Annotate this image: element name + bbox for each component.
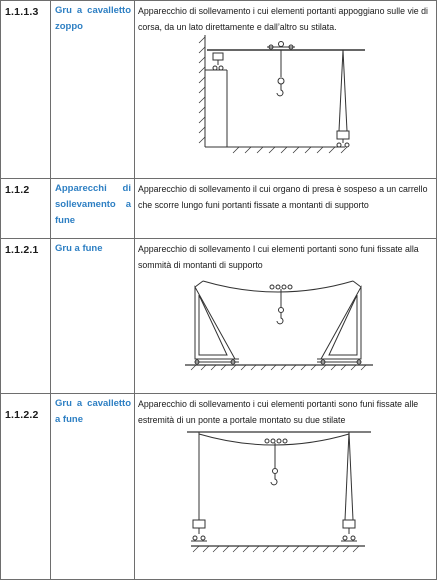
row-code: 1.1.2.2: [5, 409, 39, 421]
code-cell: [1, 239, 51, 394]
row-description: Apparecchio di sollevamento i cui elementi portanti sono funi fissate alle estremità di un ponte a portale montato su due stilate: [138, 399, 419, 425]
table-row: [1, 239, 437, 394]
row-name: Gru a fune: [55, 243, 103, 254]
row-name: Gru a cavalletto zoppo: [55, 5, 131, 32]
figure-cable-gantry-crane: [135, 428, 433, 573]
code-cell: [1, 394, 51, 580]
row-code: 1.1.1.3: [5, 6, 39, 18]
figure-cable-crane: [135, 273, 433, 383]
name-cell: [51, 239, 135, 394]
row-description: Apparecchio di sollevamento il cui organo di presa è sospeso a un carrello che scorre lungo funi portanti fissate a montanti di supporto: [138, 184, 428, 210]
row-code: 1.1.2.1: [5, 244, 39, 256]
table-row: [1, 179, 437, 239]
name-cell: [51, 179, 135, 239]
name-cell: [51, 394, 135, 580]
code-cell: [1, 1, 51, 179]
table-row: [1, 1, 437, 179]
description-cell: [135, 394, 437, 580]
figure-gantry-crane-lame: [135, 35, 433, 172]
description-cell: [135, 239, 437, 394]
description-cell: [135, 179, 437, 239]
code-cell: [1, 179, 51, 239]
name-cell: [51, 1, 135, 179]
table-row: [1, 394, 437, 580]
row-description: Apparecchio di sollevamento I cui elementi portanti sono funi fissate alla sommità di montanti di supporto: [138, 244, 419, 270]
row-description: Apparecchio di sollevamento i cui elementi portanti appoggiano sulle vie di corsa, da un lato direttamente e dall’altro su stilata.: [138, 6, 428, 32]
row-code: 1.1.2: [5, 184, 30, 196]
row-name: Gru a cavalletto a fune: [55, 398, 131, 425]
row-name: Apparecchi di sollevamento a fune: [55, 183, 131, 226]
description-cell: [135, 1, 437, 179]
